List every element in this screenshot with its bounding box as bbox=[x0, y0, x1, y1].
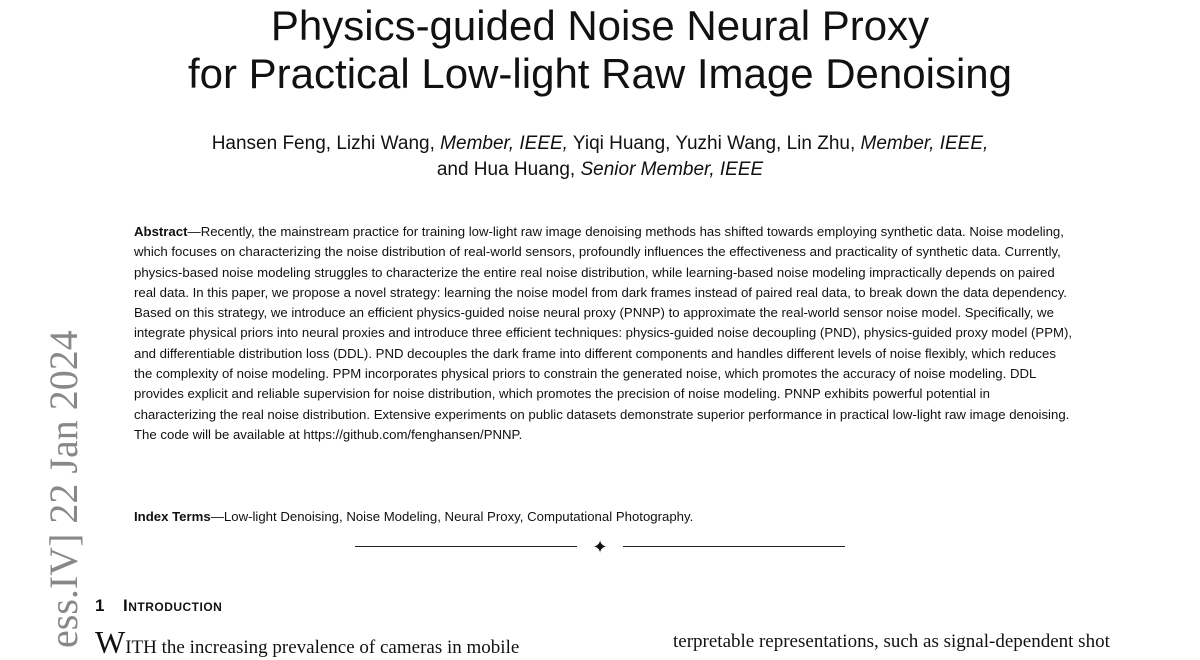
section-title: Introduction bbox=[122, 596, 223, 615]
abstract-text: —Recently, the mainstream practice for training low-light raw image denoising methods has shifted towards employing synthetic data. Noise modeling, which focuses on characterizing the noise distribution of real-world sensors, profoundly influences the effectiveness and practicality of synthetic data. Currently, physics-based noise modeling struggles to characterize the entire real noise distribution, while learning-based noise modeling impractically depends on paired real data. In this paper, we propose a novel strategy: learning the noise model from dark frames instead of paired real data, to break down the data dependency. Based on this strategy, we introduce an efficient physics-guided noise neural proxy (PNNP) to approximate the real-world sensor noise model. Specifically, we integrate physical priors into neural proxies and introduce three efficient techniques: physics-guided noise decoupling (PND), physics-guided proxy model (PPM), and differentiable distribution loss (DDL). PND decouples the dark frame into different components and handles different levels of noise flexibly, which reduces the complexity of noise modeling. PPM incorporates physical priors to constrain the generated noise, which promotes the accuracy of noise modeling. DDL provides explicit and reliable supervision for noise distribution, which promotes the precision of noise modeling. PNNP exhibits powerful potential in characterizing the real noise distribution. Extensive experiments on public datasets demonstrate superior performance in practical low-light raw image denoising. The code will be available at https://github.com/fenghansen/PNNP. bbox=[134, 224, 1073, 442]
author-line-2 bbox=[0, 157, 1200, 183]
title-line-2: for Practical Low-light Raw Image Denoising bbox=[187, 50, 1013, 97]
body-first-line bbox=[95, 624, 1115, 660]
diamond-icon: ✦ bbox=[592, 537, 608, 557]
title-line-1: Physics-guided Noise Neural Proxy bbox=[270, 2, 930, 49]
section-number: 1 bbox=[95, 596, 105, 615]
section-heading bbox=[95, 595, 222, 617]
divider-line-right bbox=[623, 546, 845, 547]
body-col1-text: ITH the increasing prevalence of cameras in mobile bbox=[125, 637, 520, 658]
index-terms-label: Index Terms bbox=[134, 509, 211, 524]
index-terms-text: —Low-light Denoising, Noise Modeling, Neural Proxy, Computational Photography. bbox=[210, 509, 694, 524]
body-col2-text: terpretable representations, such as signal-dependent shot bbox=[673, 631, 1110, 652]
authors-role-3: Senior Member, IEEE bbox=[580, 159, 764, 180]
author-line-1 bbox=[0, 131, 1200, 157]
paper-title bbox=[0, 2, 1200, 98]
authors-group-3: and Hua Huang, bbox=[436, 159, 576, 180]
index-terms bbox=[134, 507, 1074, 527]
arxiv-stamp-text: ess.IV] 22 Jan 2024 bbox=[41, 330, 86, 648]
abstract bbox=[134, 222, 1074, 445]
divider-line-left bbox=[355, 546, 577, 547]
drop-cap: W bbox=[95, 624, 126, 660]
authors-group-2: Yiqi Huang, Yuzhi Wang, Lin Zhu, bbox=[572, 133, 856, 154]
author-list bbox=[0, 131, 1200, 183]
authors-role-2: Member, IEEE, bbox=[860, 133, 989, 154]
abstract-label: Abstract bbox=[134, 224, 188, 239]
authors-role-1: Member, IEEE, bbox=[440, 133, 568, 154]
section-divider bbox=[355, 536, 845, 558]
authors-group-1: Hansen Feng, Lizhi Wang, bbox=[211, 133, 435, 154]
